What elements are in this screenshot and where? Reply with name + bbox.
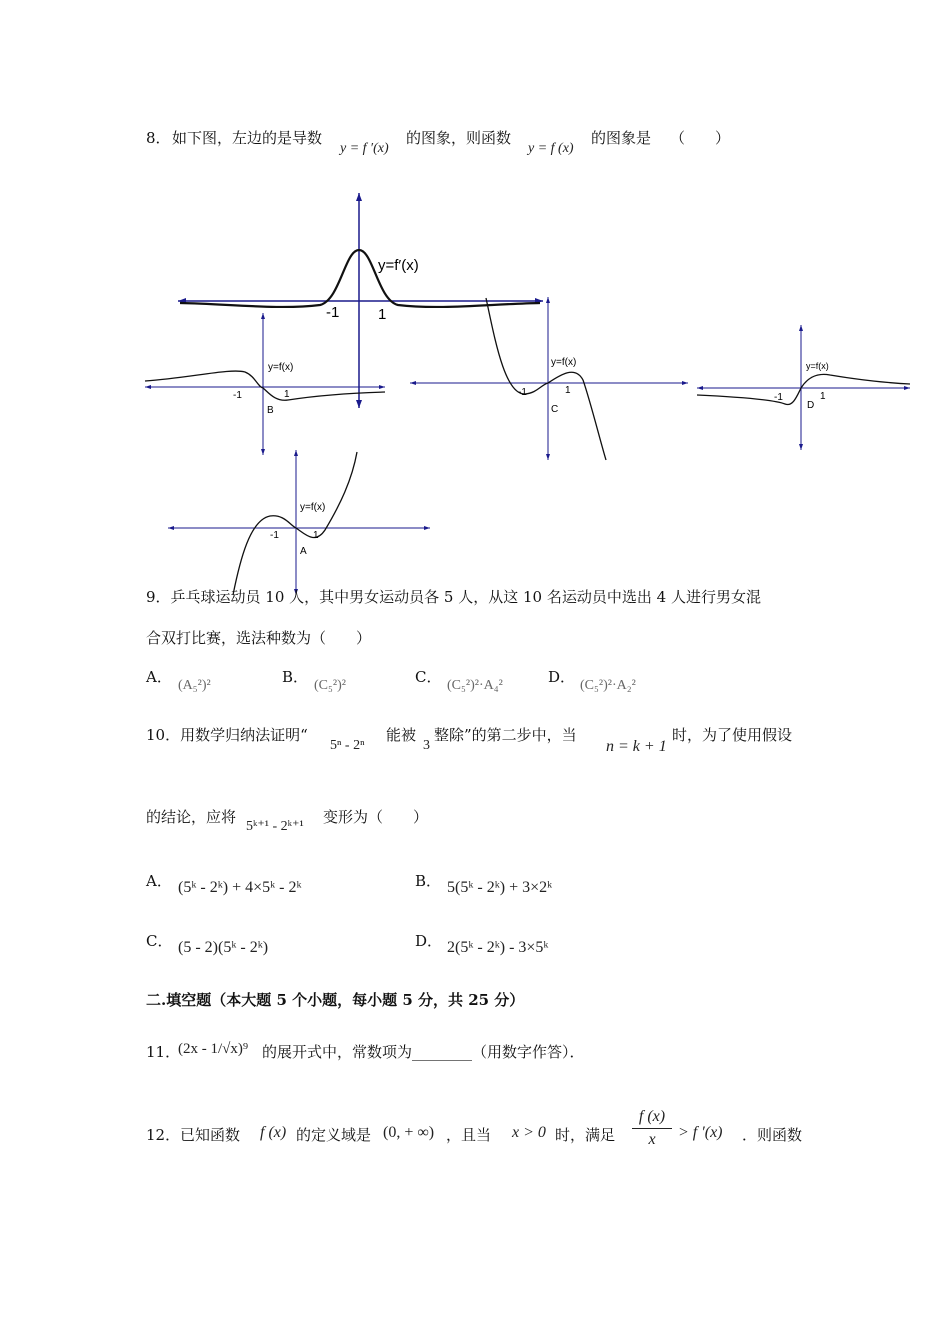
graph-B-label: y=f(x) (268, 362, 294, 373)
graph-A-label: y=f(x) (300, 502, 326, 513)
q9-option-D-formula: (C₅²)²·A₂² (580, 678, 636, 693)
q8-answer-paren: （ ） (670, 129, 731, 147)
q12-text-4: 时，满足 (555, 1126, 616, 1144)
q12-domain: (0, + ∞) (383, 1124, 435, 1141)
q9-option-A-label: A． (146, 668, 172, 686)
q10-line-2-b: 变形为（ ） (323, 808, 429, 826)
graph-A-y-arrow-up (294, 450, 298, 456)
graph-C-tick-neg: -1 (518, 387, 527, 398)
q12-fraction (632, 1108, 672, 1149)
q8-text-3: 的图象是 (591, 129, 652, 147)
q10-text-3: 整除”的第二步中，当 (434, 726, 577, 744)
q10-option-C-label: C． (146, 932, 173, 950)
graph-C-curve (486, 298, 606, 460)
q10-expression-1: 5ⁿ - 2ⁿ (330, 738, 365, 753)
graph-C-x-arrow-right (682, 381, 688, 385)
graph-main-y-arrow-up (356, 193, 362, 201)
q10-option-D-formula: 2(5ᵏ - 2ᵏ) - 3×5ᵏ (447, 939, 549, 956)
q12-fraction-numerator: f (x) (632, 1108, 672, 1129)
section-2-title: 二.填空题（本大题 5 个小题，每小题 5 分，共 25 分） (146, 991, 525, 1009)
q9-line-1: 9．乒乓球运动员 10 人，其中男女运动员各 5 人，从这 10 名运动员中选出 4 人进行男女混 (146, 588, 761, 606)
q8-formula-function: y = f (x) (528, 141, 574, 156)
q12-text-2: 的定义域是 (296, 1126, 372, 1144)
q9-option-B-formula: (C₅²)² (314, 678, 346, 693)
q12-condition: x > 0 (512, 1124, 546, 1141)
graph-D-letter: D (807, 400, 815, 411)
graph-D-tick-pos: 1 (820, 391, 826, 402)
q10-option-D-label: D． (415, 932, 443, 950)
graph-A-tick-pos: 1 (313, 530, 319, 541)
graph-D-y-arrow-down (799, 444, 803, 450)
q8-graphs (0, 0, 950, 600)
graph-B (145, 313, 385, 455)
graph-D-curve (697, 374, 910, 404)
graph-A-x-arrow-left (168, 526, 174, 530)
graph-C-x-arrow-left (410, 381, 416, 385)
graph-C (410, 297, 688, 460)
q9-option-C-formula: (C₅²)²·A₄² (447, 678, 503, 693)
graph-D-y-arrow-up (799, 325, 803, 331)
graph-A-tick-neg: -1 (270, 530, 279, 541)
graph-D-x-arrow-right (904, 386, 910, 390)
q10-text-4: 时，为了使用假设 (672, 726, 793, 744)
graph-C-letter: C (551, 404, 559, 415)
graph-main (178, 193, 543, 408)
q8-text-1: 如下图，左边的是导数 (172, 129, 323, 147)
graph-D-tick-neg: -1 (774, 392, 783, 403)
graph-B-letter: B (267, 405, 274, 416)
q8-text-2: 的图象，则函数 (406, 129, 512, 147)
graph-B-x-arrow-left (145, 385, 151, 389)
graph-B-tick-pos: 1 (284, 389, 290, 400)
graph-main-y-arrow-down (356, 400, 362, 408)
q10-number-3: 3 (423, 738, 430, 753)
q12-fraction-denominator: x (648, 1131, 656, 1148)
graph-A-x-arrow-right (424, 526, 430, 530)
q11-text: 的展开式中，常数项为________（用数字作答）． (262, 1043, 585, 1061)
q12-text-5: ．则函数 (742, 1126, 803, 1144)
q9-option-A-formula: (A₅²)² (178, 678, 211, 693)
q12-function: f (x) (260, 1124, 287, 1141)
graph-B-y-arrow-up (261, 313, 265, 319)
q9-option-D-label: D． (548, 668, 576, 686)
q12-number: 12． (146, 1126, 181, 1144)
graph-C-label: y=f(x) (551, 357, 577, 368)
q10-text-1: 10．用数学归纳法证明“ (146, 726, 308, 744)
graph-D-x-arrow-left (697, 386, 703, 390)
graph-C-tick-pos: 1 (565, 385, 571, 396)
q10-option-A-formula: (5ᵏ - 2ᵏ) + 4×5ᵏ - 2ᵏ (178, 879, 302, 896)
graph-C-y-arrow-up (546, 297, 550, 303)
q10-expression-2: 5ᵏ⁺¹ - 2ᵏ⁺¹ (246, 819, 304, 834)
q9-line-2: 合双打比赛，选法种数为（ ） (146, 629, 372, 647)
q11-formula: (2x - 1/√x)⁹ (178, 1041, 249, 1057)
graph-B-curve (145, 371, 385, 400)
q10-option-B-label: B． (415, 872, 442, 890)
q10-condition: n = k + 1 (606, 738, 667, 755)
graph-main-tick-pos: 1 (378, 306, 387, 323)
q10-option-B-formula: 5(5ᵏ - 2ᵏ) + 3×2ᵏ (447, 879, 553, 896)
graph-A-curve (233, 452, 357, 595)
graph-A (168, 450, 430, 595)
graph-A-letter: A (300, 546, 307, 557)
q10-text-2: 能被 (386, 726, 417, 744)
graph-D (697, 325, 910, 450)
q10-option-A-label: A． (146, 872, 172, 890)
graph-D-label: y=f(x) (806, 361, 829, 371)
graph-B-y-arrow-down (261, 449, 265, 455)
q10-option-C-formula: (5 - 2)(5ᵏ - 2ᵏ) (178, 939, 269, 956)
q12-text-3: ，且当 (446, 1126, 492, 1144)
graph-B-x-arrow-right (379, 385, 385, 389)
graph-C-y-arrow-down (546, 454, 550, 460)
q8-number: 8． (146, 129, 171, 147)
q9-option-C-label: C． (415, 668, 442, 686)
q12-text-1: 已知函数 (180, 1126, 241, 1144)
q9-option-B-label: B． (282, 668, 309, 686)
q12-inequality: > f ′(x) (678, 1124, 723, 1141)
q10-line-2-a: 的结论，应将 (146, 808, 237, 826)
q8-formula-derivative: y = f ′(x) (340, 141, 389, 156)
graph-main-tick-neg: -1 (326, 304, 340, 321)
q11-number: 11． (146, 1043, 181, 1061)
graph-B-tick-neg: -1 (233, 390, 242, 401)
graph-main-label: y=f′(x) (378, 257, 419, 274)
